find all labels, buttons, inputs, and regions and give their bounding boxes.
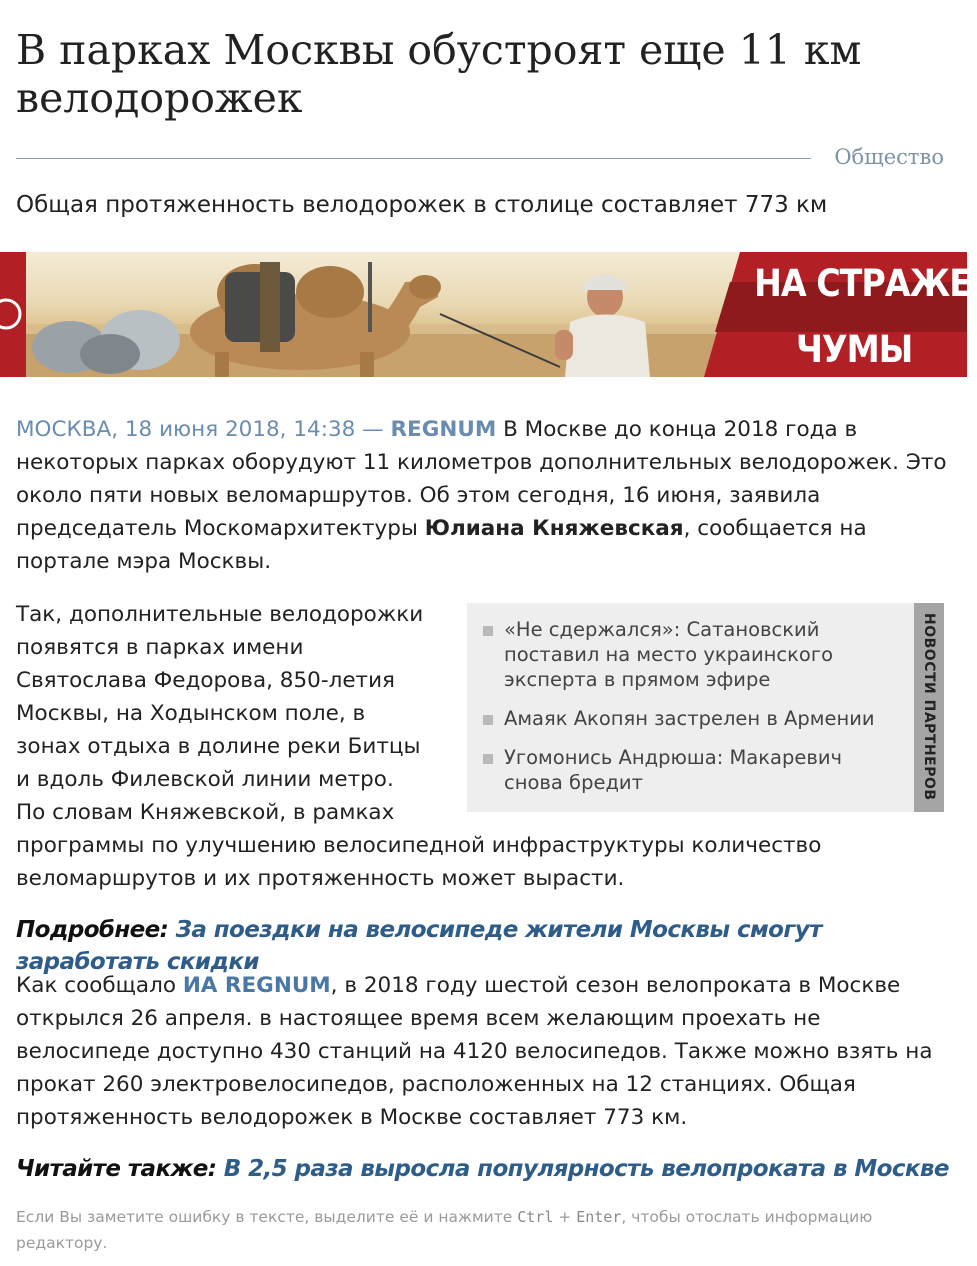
dateline: МОСКВА, 18 июня 2018, 14:38 — bbox=[16, 417, 384, 442]
article-paragraph-3 bbox=[16, 969, 956, 1134]
article-lead: Общая протяженность велодорожек в столице составляет 773 км bbox=[16, 192, 828, 218]
article-title: В парках Москвы обустроят еще 11 км велодорожек bbox=[16, 26, 862, 122]
partner-news-tab-label: НОВОСТИ ПАРТНЕРОВ bbox=[921, 613, 937, 801]
partner-news-tab bbox=[914, 603, 944, 812]
regnum-link[interactable]: ИА REGNUM bbox=[182, 973, 331, 998]
article-paragraph-2 bbox=[16, 598, 916, 895]
partner-news-item[interactable]: Амаяк Акопян застрелен в Армении bbox=[483, 706, 903, 731]
read-also-link[interactable]: В 2,5 раза выросла популярность велопроката в Москве bbox=[223, 1156, 949, 1182]
read-more-link[interactable]: За поездки на велосипеде жители Москвы смогут заработать скидки bbox=[16, 917, 822, 975]
error-report-note bbox=[16, 1204, 916, 1256]
banner-title-line1: НА СТРАЖЕ bbox=[754, 262, 971, 305]
note-plus: + bbox=[553, 1208, 577, 1226]
rubric-link[interactable]: Общество bbox=[834, 145, 944, 169]
article-paragraph-1 bbox=[16, 413, 956, 578]
paragraph-text: Как сообщало bbox=[16, 973, 183, 998]
note-text: Если Вы заметите ошибку в тексте, выделите её и нажмите bbox=[16, 1208, 518, 1226]
read-also-label: Читайте также: bbox=[16, 1156, 217, 1182]
person-name: Юлиана Княжевская bbox=[424, 516, 684, 541]
paragraph-text: , в 2018 году шестой сезон велопроката в Москве открылся 26 апреля. в настоящее время всем желающим проехать не велосипеде доступно 430 станций на 4120 велосипедов. Также можно взять на прокат 260 электровелосипедов, расположенных на 12 станциях. Общая протяженность велодорожек в Москве составляет 773 км. bbox=[16, 973, 933, 1130]
paragraph-text: В Москве до конца 2018 года в некоторых парках оборудуют 11 километров дополнительных велодорожек. Это около пяти новых веломаршрутов. Об этом сегодня, 16 июня, заявила председатель Москомархитектуры bbox=[16, 417, 947, 541]
read-also bbox=[16, 1153, 961, 1185]
note-text: , чтобы отослать информацию редактору. bbox=[16, 1208, 873, 1252]
paragraph-text: Так, дополнительные велодорожки появятся в парках имени Святослава Федорова, 850-летия Москвы, на Ходынском поле, в зонах отдыха в долине реки Битцы и вдоль Филевской линии метро. По словам Княжевской, в рамках программы по улучшению велосипедной инфраструктуры количество веломаршрутов и их протяженность может вырасти. bbox=[16, 602, 822, 891]
rubric-divider bbox=[16, 158, 811, 159]
paragraph-text: , сообщается на портале мэра Москвы. bbox=[16, 516, 867, 574]
partner-news-item[interactable]: «Не сдержался»: Сатановский поставил на место украинского эксперта в прямом эфире bbox=[483, 617, 903, 692]
float-spacer bbox=[426, 598, 916, 808]
partner-news-item[interactable]: Угомонись Андрюша: Макаревич снова бредит bbox=[483, 745, 903, 795]
agency-name: REGNUM bbox=[390, 417, 497, 442]
read-more-label: Подробнее: bbox=[16, 917, 169, 943]
key-ctrl: Ctrl bbox=[517, 1208, 554, 1226]
banner-title-line2: ЧУМЫ bbox=[796, 328, 913, 371]
key-enter: Enter bbox=[576, 1208, 622, 1226]
